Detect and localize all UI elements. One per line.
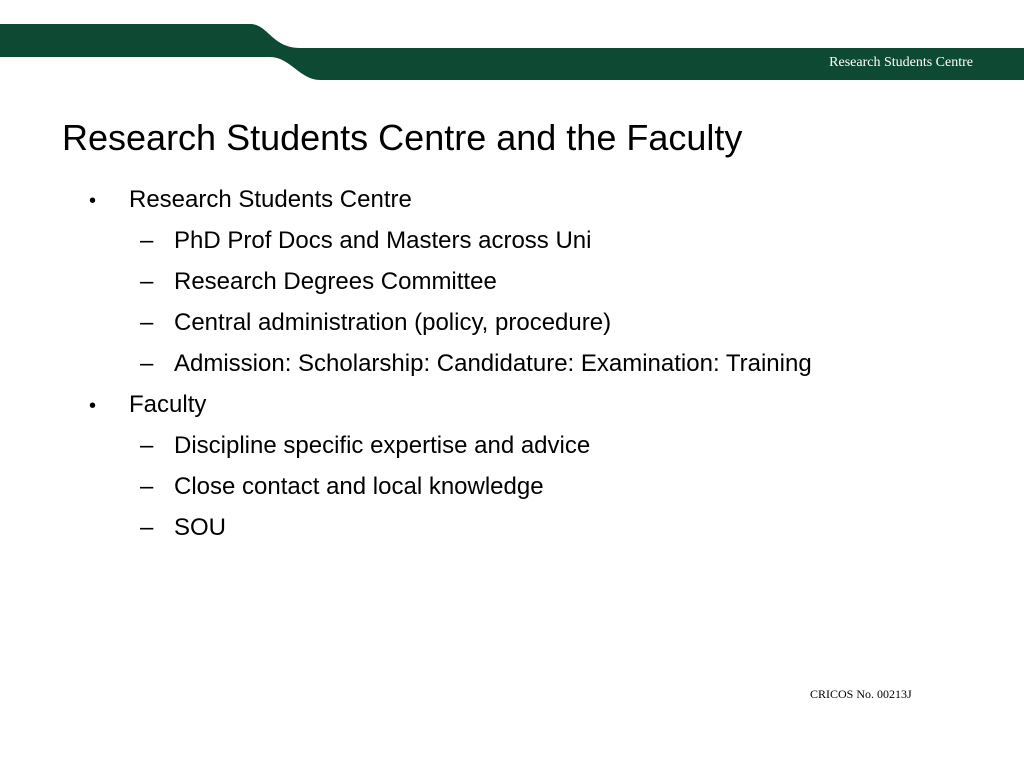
sub-bullet-item	[86, 427, 986, 468]
dash-marker: –	[140, 514, 154, 541]
slide-title: Research Students Centre and the Faculty	[62, 117, 743, 158]
dash-marker: –	[140, 268, 154, 295]
header-label: Research Students Centre	[829, 55, 973, 70]
sub-bullet-text: PhD Prof Docs and Masters across Uni	[174, 227, 592, 254]
sub-bullet-item	[86, 304, 986, 345]
sub-bullet-text: Admission: Scholarship: Candidature: Examination: Training	[174, 350, 812, 377]
bullet-text: Research Students Centre	[129, 186, 412, 213]
dash-marker: –	[140, 227, 154, 254]
sub-bullet-text: Close contact and local knowledge	[174, 473, 544, 500]
bullet-marker: •	[89, 395, 97, 417]
sub-bullet-item	[86, 222, 986, 263]
bullet-text: Faculty	[129, 391, 207, 418]
header-band	[0, 0, 1024, 80]
sub-bullet-item	[86, 468, 986, 509]
cricos-code: CRICOS No. 00213J	[810, 687, 912, 701]
sub-bullet-text: Discipline specific expertise and advice	[174, 432, 591, 459]
dash-marker: –	[140, 473, 154, 500]
bullet-item	[86, 386, 986, 427]
sub-bullet-item	[86, 345, 986, 386]
dash-marker: –	[140, 432, 154, 459]
header-band-path	[0, 24, 1024, 80]
sub-bullet-item	[86, 263, 986, 304]
dash-marker: –	[140, 309, 154, 336]
bullet-list	[86, 181, 986, 550]
sub-bullet-text: Research Degrees Committee	[174, 268, 497, 295]
sub-bullet-text: Central administration (policy, procedure)	[174, 309, 612, 336]
sub-bullet-item	[86, 509, 986, 550]
bullet-marker: •	[89, 190, 97, 212]
sub-bullet-text: SOU	[174, 514, 227, 541]
dash-marker: –	[140, 350, 154, 377]
bullet-item	[86, 181, 986, 222]
